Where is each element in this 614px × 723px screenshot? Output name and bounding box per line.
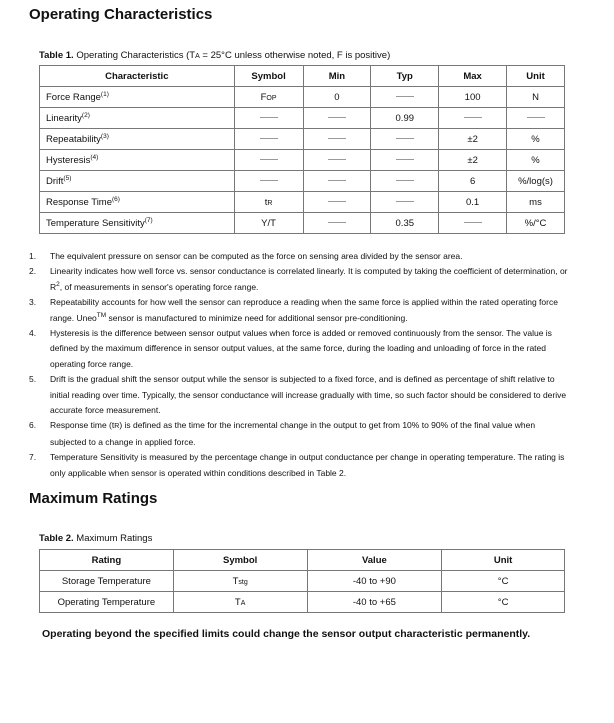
cell-characteristic: Force Range$^{(1)}$: [40, 87, 235, 108]
dash-placeholder: [396, 201, 414, 202]
footnote-item: [29, 249, 569, 264]
col-header-rating: Rating: [40, 550, 174, 571]
cell-symbol: TA: [173, 592, 307, 613]
cell-characteristic: Hysteresis$^{(4)}$: [40, 150, 235, 171]
dash-placeholder: [260, 117, 278, 118]
cell-typ: 0.99: [371, 108, 439, 129]
dash-placeholder: [396, 159, 414, 160]
dash-placeholder: [527, 117, 545, 118]
cell-symbol: Tstg: [173, 571, 307, 592]
footnote-text: Temperature Sensitivity is measured by the percentage change in output conductance per change in operating temperature. The rating is only applicable when sensor is operated within conditions described in Table 2.: [50, 452, 565, 478]
footnote-number: 3.: [29, 297, 37, 308]
table-row: [40, 108, 565, 129]
cell-typ: 0.35: [371, 213, 439, 234]
table-header-row: [40, 550, 565, 571]
dash-placeholder: [396, 180, 414, 181]
cell-characteristic: Linearity$^{(2)}$: [40, 108, 235, 129]
cell-min: [303, 108, 371, 129]
cell-unit: °C: [442, 571, 565, 592]
cell-max: ±2: [439, 129, 507, 150]
cell-min: [303, 129, 371, 150]
table-row: [40, 592, 565, 613]
dash-placeholder: [260, 138, 278, 139]
table-row: [40, 150, 565, 171]
table-row: [40, 129, 565, 150]
dash-placeholder: [328, 201, 346, 202]
cell-min: [303, 171, 371, 192]
footnotes-list: [29, 249, 569, 481]
footnote-item: [29, 326, 569, 372]
footnote-number: 1.: [29, 251, 37, 261]
cell-max: 100: [439, 87, 507, 108]
cell-unit: ms: [507, 192, 565, 213]
col-header-characteristic: Characteristic: [40, 66, 235, 87]
dash-placeholder: [464, 222, 482, 223]
col-header-min: Min: [303, 66, 371, 87]
cell-unit: °C: [442, 592, 565, 613]
cell-unit: %: [507, 129, 565, 150]
cell-unit: %: [507, 150, 565, 171]
footnote-text: Response time (tR) is defined as the time for the incremental change in the output to get from 10% to 90% of the final value when subjected to a change in applied force.: [50, 420, 536, 447]
cell-min: [303, 213, 371, 234]
cell-unit: N: [507, 87, 565, 108]
dash-placeholder: [260, 159, 278, 160]
cell-unit: %/°C: [507, 213, 565, 234]
cell-max: [439, 213, 507, 234]
cell-typ: [371, 171, 439, 192]
col-header-unit: Unit: [507, 66, 565, 87]
dash-placeholder: [396, 138, 414, 139]
section-title-maximum-ratings: Maximum Ratings: [29, 490, 158, 507]
cell-symbol: [234, 150, 303, 171]
cell-unit: %/log(s): [507, 171, 565, 192]
cell-symbol: tR: [234, 192, 303, 213]
table-row: [40, 571, 565, 592]
table2-caption-label: Table 2.: [39, 533, 74, 544]
cell-typ: [371, 192, 439, 213]
cell-symbol: [234, 171, 303, 192]
footnote-item: [29, 372, 569, 418]
dash-placeholder: [328, 222, 346, 223]
operating-characteristics-table: [39, 65, 565, 234]
table1-caption: Table 1. Operating Characteristics (TA = 25°C unless otherwise noted, F is positive): [39, 50, 391, 61]
cell-max: ±2: [439, 150, 507, 171]
col-header-symbol: Symbol: [234, 66, 303, 87]
col-header-unit: Unit: [442, 550, 565, 571]
dash-placeholder: [328, 117, 346, 118]
footnote-number: 5.: [29, 374, 37, 385]
table1-caption-label: Table 1.: [39, 50, 74, 61]
cell-typ: [371, 87, 439, 108]
footnote-item: [29, 418, 569, 450]
footnote-item: [29, 264, 569, 295]
footnote-text: Linearity indicates how well force vs. sensor conductance is correlated linearly. It is computed by taking the coefficient of determination, or $R^2$, of measurements in sensor's operating force range.: [50, 266, 568, 292]
footnote-text: The equivalent pressure on sensor can be computed as the force on sensing area divided by the sensor area.: [50, 251, 463, 261]
dash-placeholder: [464, 117, 482, 118]
dash-placeholder: [328, 138, 346, 139]
section-title-operating-characteristics: Operating Characteristics: [29, 6, 213, 23]
warning-text: Operating beyond the specified limits could change the sensor output characteristic permanently.: [42, 628, 531, 640]
cell-max: 0.1: [439, 192, 507, 213]
maximum-ratings-table: [39, 549, 565, 613]
footnote-number: 7.: [29, 452, 37, 463]
footnote-number: 2.: [29, 266, 37, 277]
cell-value: -40 to +65: [307, 592, 442, 613]
table-row: [40, 213, 565, 234]
cell-characteristic: Drift$^{(5)}$: [40, 171, 235, 192]
footnote-text: Hysteresis is the difference between sensor output values when force is added or removed continuously from the sensor. The value is defined by the maximum difference in sensor output values, at the same force, during the loading and unloading of force in the rated operating force range.: [50, 328, 552, 369]
col-header-value: Value: [307, 550, 442, 571]
footnote-item: [29, 295, 569, 326]
cell-symbol: [234, 129, 303, 150]
cell-min: 0: [303, 87, 371, 108]
table-row: [40, 87, 565, 108]
cell-symbol: [234, 108, 303, 129]
table-row: [40, 192, 565, 213]
footnote-number: 6.: [29, 420, 37, 431]
col-header-typ: Typ: [371, 66, 439, 87]
cell-characteristic: Repeatability$^{(3)}$: [40, 129, 235, 150]
cell-unit: [507, 108, 565, 129]
dash-placeholder: [328, 180, 346, 181]
footnote-number: 4.: [29, 328, 37, 339]
dash-placeholder: [396, 96, 414, 97]
dash-placeholder: [328, 159, 346, 160]
footnote-text: Repeatability accounts for how well the sensor can reproduce a reading when the same force is applied within the rated operating force range. Uneo™ sensor is manufactured to minimize need for additional sensor pre-conditioning.: [50, 297, 558, 323]
table2-caption: Table 2. Maximum Ratings: [39, 533, 153, 544]
col-header-max: Max: [439, 66, 507, 87]
dash-placeholder: [260, 180, 278, 181]
cell-rating: Operating Temperature: [40, 592, 174, 613]
footnote-text: Drift is the gradual shift the sensor output while the sensor is subjected to a fixed force, and is defined as percentage of shift relative to initial reading over time. Typically, the sensor conductance will increase gradually with time, so such factor should be considered to derive accurate force measurement.: [50, 374, 567, 416]
cell-typ: [371, 150, 439, 171]
cell-min: [303, 150, 371, 171]
cell-typ: [371, 129, 439, 150]
table-header-row: [40, 66, 565, 87]
cell-characteristic: Temperature Sensitivity$^{(7)}$: [40, 213, 235, 234]
col-header-symbol: Symbol: [173, 550, 307, 571]
cell-value: -40 to +90: [307, 571, 442, 592]
cell-symbol: FOP: [234, 87, 303, 108]
cell-symbol: Y/T: [234, 213, 303, 234]
footnote-item: [29, 450, 569, 481]
cell-characteristic: Response Time$^{(6)}$: [40, 192, 235, 213]
cell-max: 6: [439, 171, 507, 192]
cell-max: [439, 108, 507, 129]
cell-min: [303, 192, 371, 213]
table-row: [40, 171, 565, 192]
cell-rating: Storage Temperature: [40, 571, 174, 592]
